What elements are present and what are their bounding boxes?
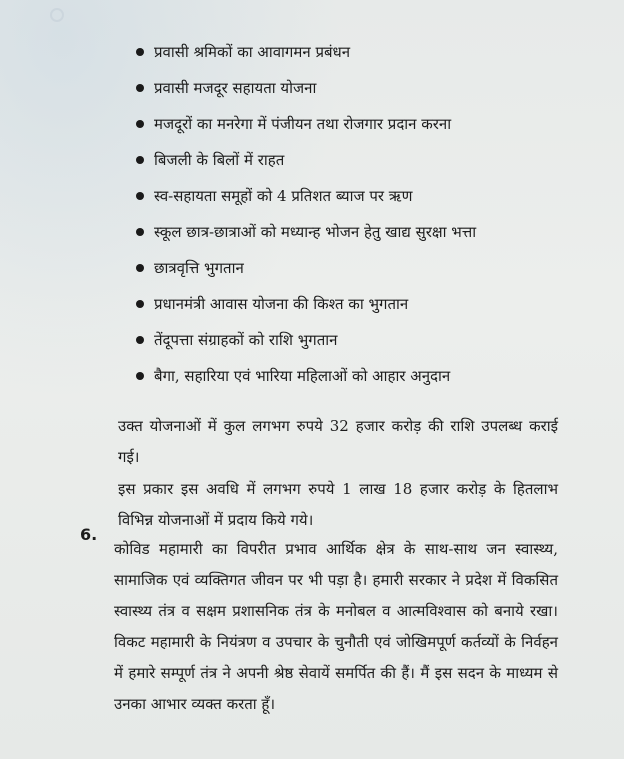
bullet-text: मजदूरों का मनरेगा में पंजीयन तथा रोजगार प्रदान करना: [154, 115, 452, 133]
bullet-item: [132, 182, 476, 218]
bullet-item: [132, 326, 476, 362]
bullet-list: [132, 38, 476, 398]
bullet-text: प्रवासी मजदूर सहायता योजना: [154, 79, 317, 97]
summary-paragraph: उक्त योजनाओं में कुल लगभग रुपये 32 हजार करोड़ की राशि उपलब्ध कराई गई।: [118, 417, 558, 466]
bullet-text: प्रधानमंत्री आवास योजना की किश्त का भुगतान: [154, 295, 409, 313]
bullet-dot-icon: [136, 264, 144, 272]
bullet-dot-icon: [136, 156, 144, 164]
bullet-item: [132, 290, 476, 326]
bullet-item: [132, 254, 476, 290]
bullet-dot-icon: [136, 228, 144, 236]
bullet-dot-icon: [136, 300, 144, 308]
bullet-item: [132, 362, 476, 398]
bullet-dot-icon: [136, 336, 144, 344]
bullet-text: तेंदूपत्ता संग्राहकों को राशि भुगतान: [154, 331, 338, 349]
bullet-dot-icon: [136, 192, 144, 200]
bullet-item: [132, 110, 476, 146]
bullet-text: प्रवासी श्रमिकों का आवागमन प्रबंधन: [154, 43, 351, 61]
bullet-text: स्व-सहायता समूहों को 4 प्रतिशत ब्याज पर ऋण: [154, 187, 413, 205]
total-benefit-paragraph: इस प्रकार इस अवधि में लगभग रुपये 1 लाख 18 हजार करोड़ के हितलाभ विभिन्न योजनाओं में प्रदाय किये गये।: [118, 480, 558, 529]
bullet-text: छात्रवृत्ति भुगतान: [154, 259, 244, 277]
bullet-item: [132, 218, 476, 254]
bullet-dot-icon: [136, 84, 144, 92]
bullet-dot-icon: [136, 48, 144, 56]
bullet-text: बिजली के बिलों में राहत: [154, 151, 285, 169]
bullet-item: [132, 74, 476, 110]
bullet-text: बैगा, सहारिया एवं भारिया महिलाओं को आहार अनुदान: [154, 367, 451, 385]
scan-mark: [50, 8, 64, 22]
bullet-dot-icon: [136, 120, 144, 128]
bullet-item: [132, 38, 476, 74]
section-paragraph: कोविड महामारी का विपरीत प्रभाव आर्थिक क्षेत्र के साथ-साथ जन स्वास्थ्य, सामाजिक एवं व्यक्तिगत जीवन पर भी पड़ा है। हमारी सरकार ने प्रदेश में विकसित स्वास्थ्य तंत्र व सक्षम प्रशासनिक तंत्र के मनोबल व आत्मविश्वास को बनाये रखा। विकट महामारी के नियंत्रण व उपचार के चुनौती एवं जोखिमपूर्ण कर्तव्यों के निर्वहन में हमारे सम्पूर्ण तंत्र ने अपनी श्रेष्ठ सेवायें समर्पित की हैं। मैं इस सदन के माध्यम से उनका आभार व्यक्त करता हूँ।: [114, 540, 558, 713]
section-number: 6.: [80, 525, 98, 544]
bullet-dot-icon: [136, 372, 144, 380]
bullet-text: स्कूल छात्र-छात्राओं को मध्यान्ह भोजन हेतु खाद्य सुरक्षा भत्ता: [154, 223, 477, 241]
bullet-item: [132, 146, 476, 182]
